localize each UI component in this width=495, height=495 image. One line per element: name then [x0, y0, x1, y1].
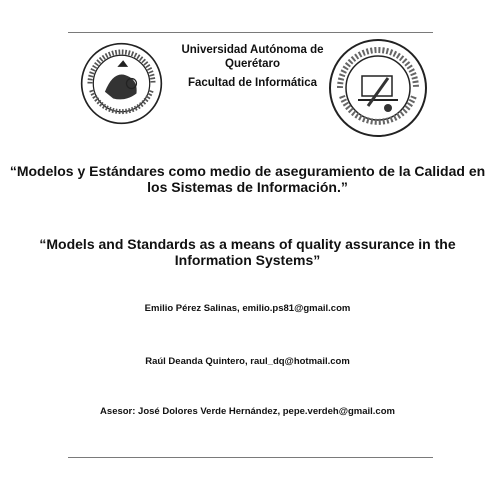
university-seal-logo	[80, 42, 163, 125]
university-name: Universidad Autónoma de Querétaro	[181, 44, 324, 70]
advisor: Asesor: José Dolores Verde Hernández, pepe.verdeh@gmail.com	[100, 406, 395, 417]
author-2: Raúl Deanda Quintero, raul_dq@hotmail.com	[145, 356, 350, 367]
author-1: Emilio Pérez Salinas, emilio.ps81@gmail.com	[144, 303, 351, 314]
document-title-english: “Models and Standards as a means of quality assurance in the Information Systems”	[39, 236, 456, 268]
faculty-seal-logo	[328, 38, 428, 138]
top-rule	[68, 32, 433, 33]
faculty-name: Facultad de Informática	[187, 77, 318, 89]
document-title-spanish: “Modelos y Estándares como medio de aseguramiento de la Calidad en los Sistemas de Información.”	[9, 163, 486, 195]
bottom-rule	[68, 457, 433, 458]
